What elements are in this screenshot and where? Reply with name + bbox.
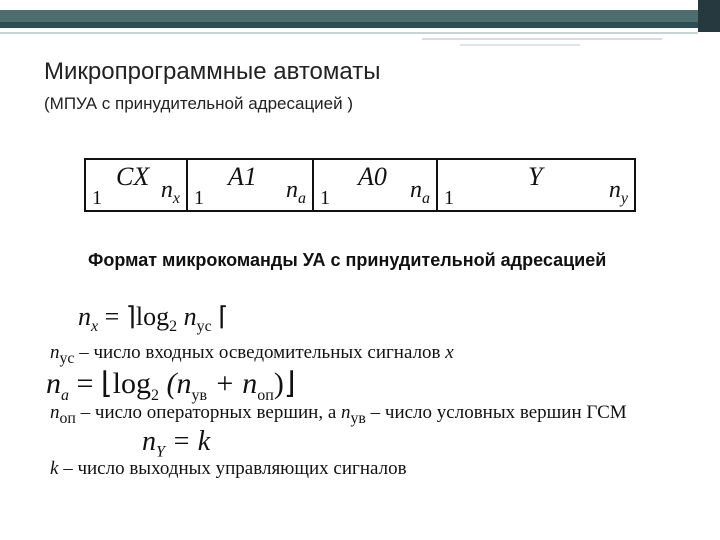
field-name: CX	[116, 162, 150, 191]
field-name: Y	[528, 162, 543, 191]
field-start-bit: 1	[444, 187, 454, 209]
field-a1	[188, 160, 314, 210]
field-start-bit: 1	[92, 187, 102, 209]
header-rule-short	[422, 38, 662, 40]
header-band-dark	[0, 22, 720, 28]
header-band	[0, 10, 720, 22]
microcommand-format-table	[84, 158, 636, 212]
description-k: k – число выходных управляющих сигналов	[50, 458, 407, 479]
field-name: A0	[358, 162, 387, 191]
slide-subtitle: (МПУА с принудительной адресацией )	[44, 94, 354, 113]
field-cx	[86, 160, 188, 210]
description-nop: $n_{оп}$ – число операторных вершин, а $n_{ув}$ – число условных вершин ГСМ	[50, 402, 627, 427]
field-start-bit: 1	[194, 187, 204, 209]
formula-ny: $n_Y = k$	[142, 426, 211, 461]
formula-na: $n_a$ = $⌊\log_2$ ($n_{ув}$ + $n_{оп})⌋$	[46, 367, 296, 404]
field-name: A1	[228, 162, 257, 191]
format-caption: Формат микрокоманды УА с принудительной адресацией	[88, 250, 607, 270]
field-size: $n_a$	[286, 177, 306, 207]
field-y	[438, 160, 634, 210]
header-rule	[0, 32, 698, 34]
field-size: $n_a$	[410, 177, 430, 207]
header-corner-block	[698, 0, 720, 32]
header-rule-shorter	[460, 44, 580, 46]
field-a0	[314, 160, 438, 210]
slide-title: Микропрограммные автоматы	[44, 58, 381, 85]
field-size: $n_y$	[608, 177, 628, 207]
description-nus: $n_{ус}$ – число входных осведомительных сигналов x	[50, 342, 454, 367]
field-start-bit: 1	[320, 187, 330, 209]
slide-header-decoration	[0, 0, 720, 40]
field-size: $n_x$	[160, 177, 180, 207]
formula-nx: $n_x$ = $⌉\log_2$ $n_{ус}$ ⌈	[78, 302, 229, 336]
